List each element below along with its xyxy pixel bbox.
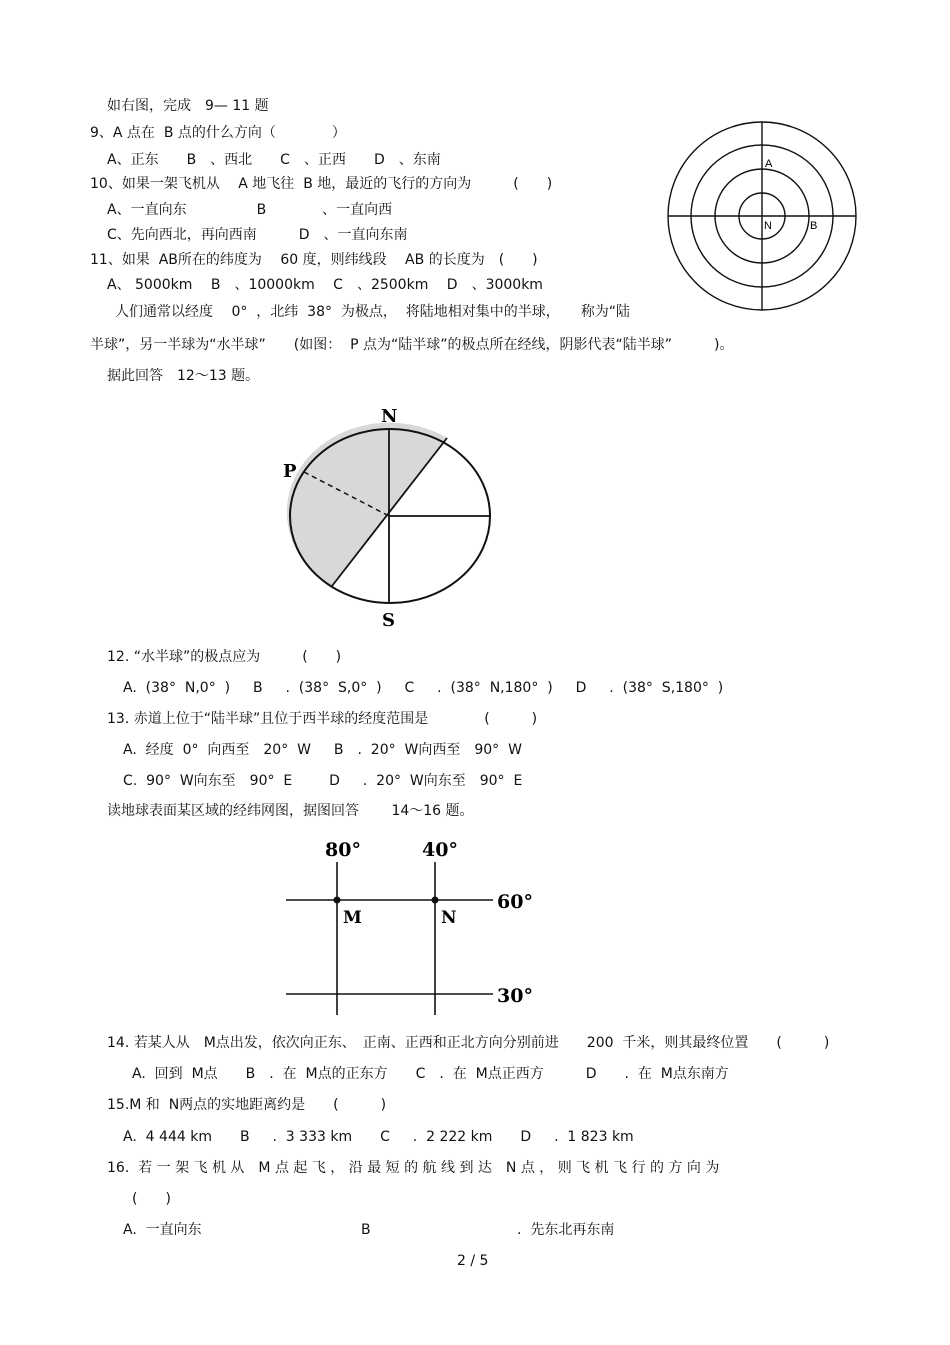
label-30: 30°: [497, 985, 533, 1007]
q10-options-ab: A、一直向东 B 、一直向西: [107, 202, 393, 218]
q16-option-b-letter: B: [361, 1222, 371, 1238]
q16-option-b-text: . 先东北再东南: [517, 1222, 615, 1238]
q15-options: A. 4 444 km B . 3 333 km C . 2 222 km D . 1 823 km: [123, 1129, 634, 1145]
q9-options: A、正东 B 、西北 C 、正西 D 、东南: [107, 152, 441, 168]
label-a: A: [765, 158, 773, 170]
label-40: 40°: [422, 839, 458, 861]
point-m-dot: [334, 897, 341, 904]
q13-options-ab: A. 经度 0° 向西至 20° W B . 20° W向西至 90° W: [123, 742, 522, 758]
label-n: N: [381, 406, 398, 427]
q15-stem: 15.M 和 N两点的实地距离约是 ( ): [107, 1097, 387, 1113]
label-m: M: [343, 908, 362, 928]
point-n-dot: [432, 897, 439, 904]
q10-stem: 10、如果一架飞机从 A 地飞往 B 地，最近的飞行的方向为 ( ): [90, 176, 553, 192]
q14-stem: 14. 若某人从 M点出发，依次向正东、 正南、正西和正北方向分别前进 200 千米，则其最终位置 ( ): [107, 1035, 830, 1051]
land-hemisphere-shading: [287, 423, 447, 586]
land-hemisphere-figure: [280, 400, 500, 632]
label-60: 60°: [497, 891, 533, 913]
q16-paren: ( ): [132, 1191, 171, 1207]
lat-long-grid-figure: [280, 830, 540, 1020]
q16-option-a: A. 一直向东: [123, 1222, 202, 1238]
label-p: P: [283, 461, 297, 482]
polar-projection-figure: [667, 120, 859, 312]
intro-9-11: 如右图，完成 9— 11 题: [107, 98, 269, 114]
passage-line-2: 半球”，另一半球为“水半球” (如图： P 点为“陆半球”的极点所在经线，阴影代表“陆半球” )。: [90, 337, 734, 353]
label-n: N: [441, 908, 457, 928]
passage-line-3: 据此回答 12～13 题。: [107, 368, 260, 384]
q13-stem: 13. 赤道上位于“陆半球”且位于西半球的经度范围是 ( ): [107, 711, 538, 727]
label-b: B: [810, 220, 818, 232]
q10-options-cd: C、先向西北，再向西南 D 、一直向东南: [107, 227, 408, 243]
q12-stem: 12. “水半球”的极点应为 ( ): [107, 649, 342, 665]
q13-options-cd: C. 90° W向东至 90° E D . 20° W向东至 90° E: [123, 773, 523, 789]
label-s: S: [382, 610, 395, 631]
passage-line-1: 人们通常以经度 0° ，北纬 38° 为极点， 将陆地相对集中的半球， 称为“陆: [115, 304, 631, 320]
label-n: N: [764, 220, 772, 232]
q12-options: A. (38° N,0° ) B . (38° S,0° ) C . (38° N,180° ) D . (38° S,180° ): [123, 680, 724, 696]
q11-stem: 11、如果 AB所在的纬度为 60 度，则纬线段 AB 的长度为 ( ): [90, 252, 538, 268]
page-number: 2 / 5: [457, 1253, 489, 1269]
q16-stem: 16. 若 一 架 飞 机 从 M 点 起 飞 ， 沿 最 短 的 航 线 到 达 N 点 ， 则 飞 机 飞 行 的 方 向 为: [107, 1160, 720, 1176]
q9-stem: 9、A 点在 B 点的什么方向（ ）: [90, 125, 346, 141]
intro-14-16: 读地球表面某区域的经纬网图，据图回答 14～16 题。: [107, 803, 474, 819]
label-80: 80°: [325, 839, 361, 861]
q11-options: A、 5000km B 、10000km C 、2500km D 、3000km: [107, 277, 543, 293]
q14-options: A. 回到 M点 B . 在 M点的正东方 C . 在 M点正西方 D . 在 M点东南方: [132, 1066, 729, 1082]
